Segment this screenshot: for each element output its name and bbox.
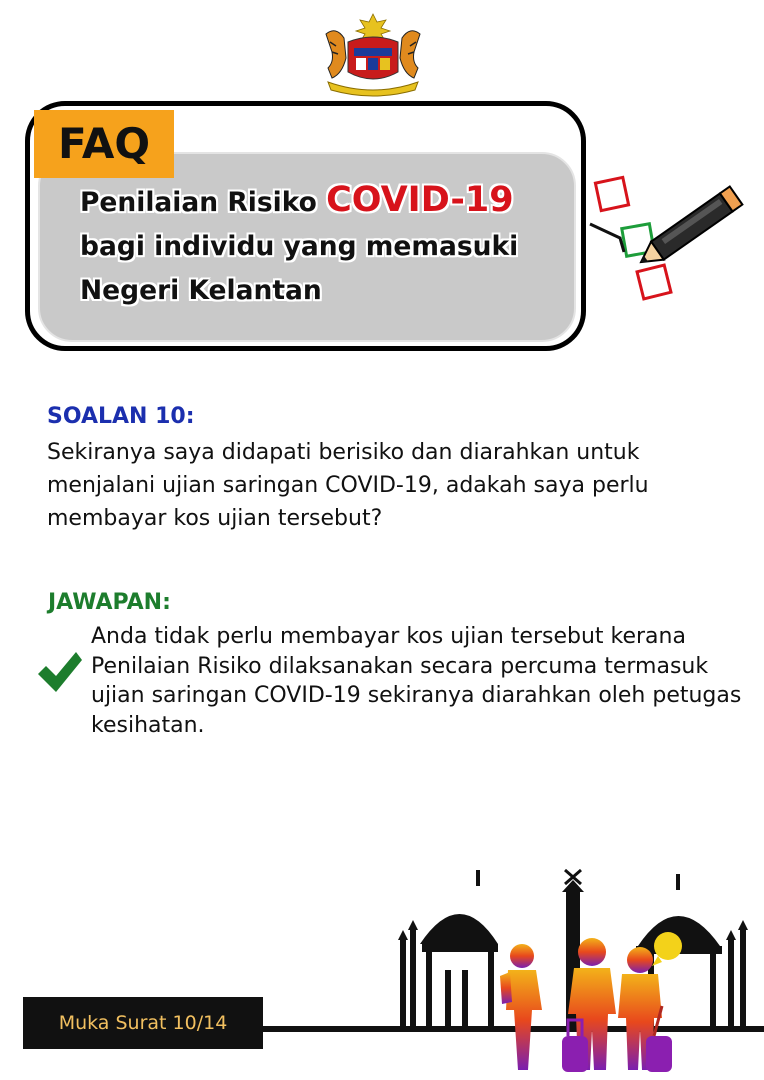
answer-label: JAWAPAN: — [48, 590, 171, 615]
title-line-1-prefix: Penilaian Risiko — [80, 187, 317, 218]
checklist-pencil-icon — [588, 168, 748, 308]
title-line-1 — [80, 178, 580, 225]
page-number: Muka Surat 10/14 — [58, 1012, 228, 1034]
question-text: Sekiranya saya didapati berisiko dan diarahkan untuk menjalani ujian saringan COVID-19, adakah saya perlu membayar kos ujian tersebut? — [47, 440, 649, 531]
mosque-travellers-icon — [250, 860, 764, 1080]
answer-text: Anda tidak perlu membayar kos ujian tersebut kerana Penilaian Risiko dilaksanakan secara percuma termasuk ujian saringan COVID-19 sekiranya diarahkan oleh petugas kesihatan. — [91, 624, 742, 738]
coat-of-arms-icon — [318, 12, 428, 100]
title-line-2: bagi individu yang memasuki — [80, 231, 519, 262]
check-icon — [36, 650, 84, 694]
title-highlight: COVID-19 — [326, 180, 514, 220]
faq-tag: FAQ — [57, 119, 151, 168]
title-line-3: Negeri Kelantan — [80, 275, 322, 306]
page-title — [80, 178, 580, 313]
question-label: SOALAN 10: — [47, 404, 195, 429]
